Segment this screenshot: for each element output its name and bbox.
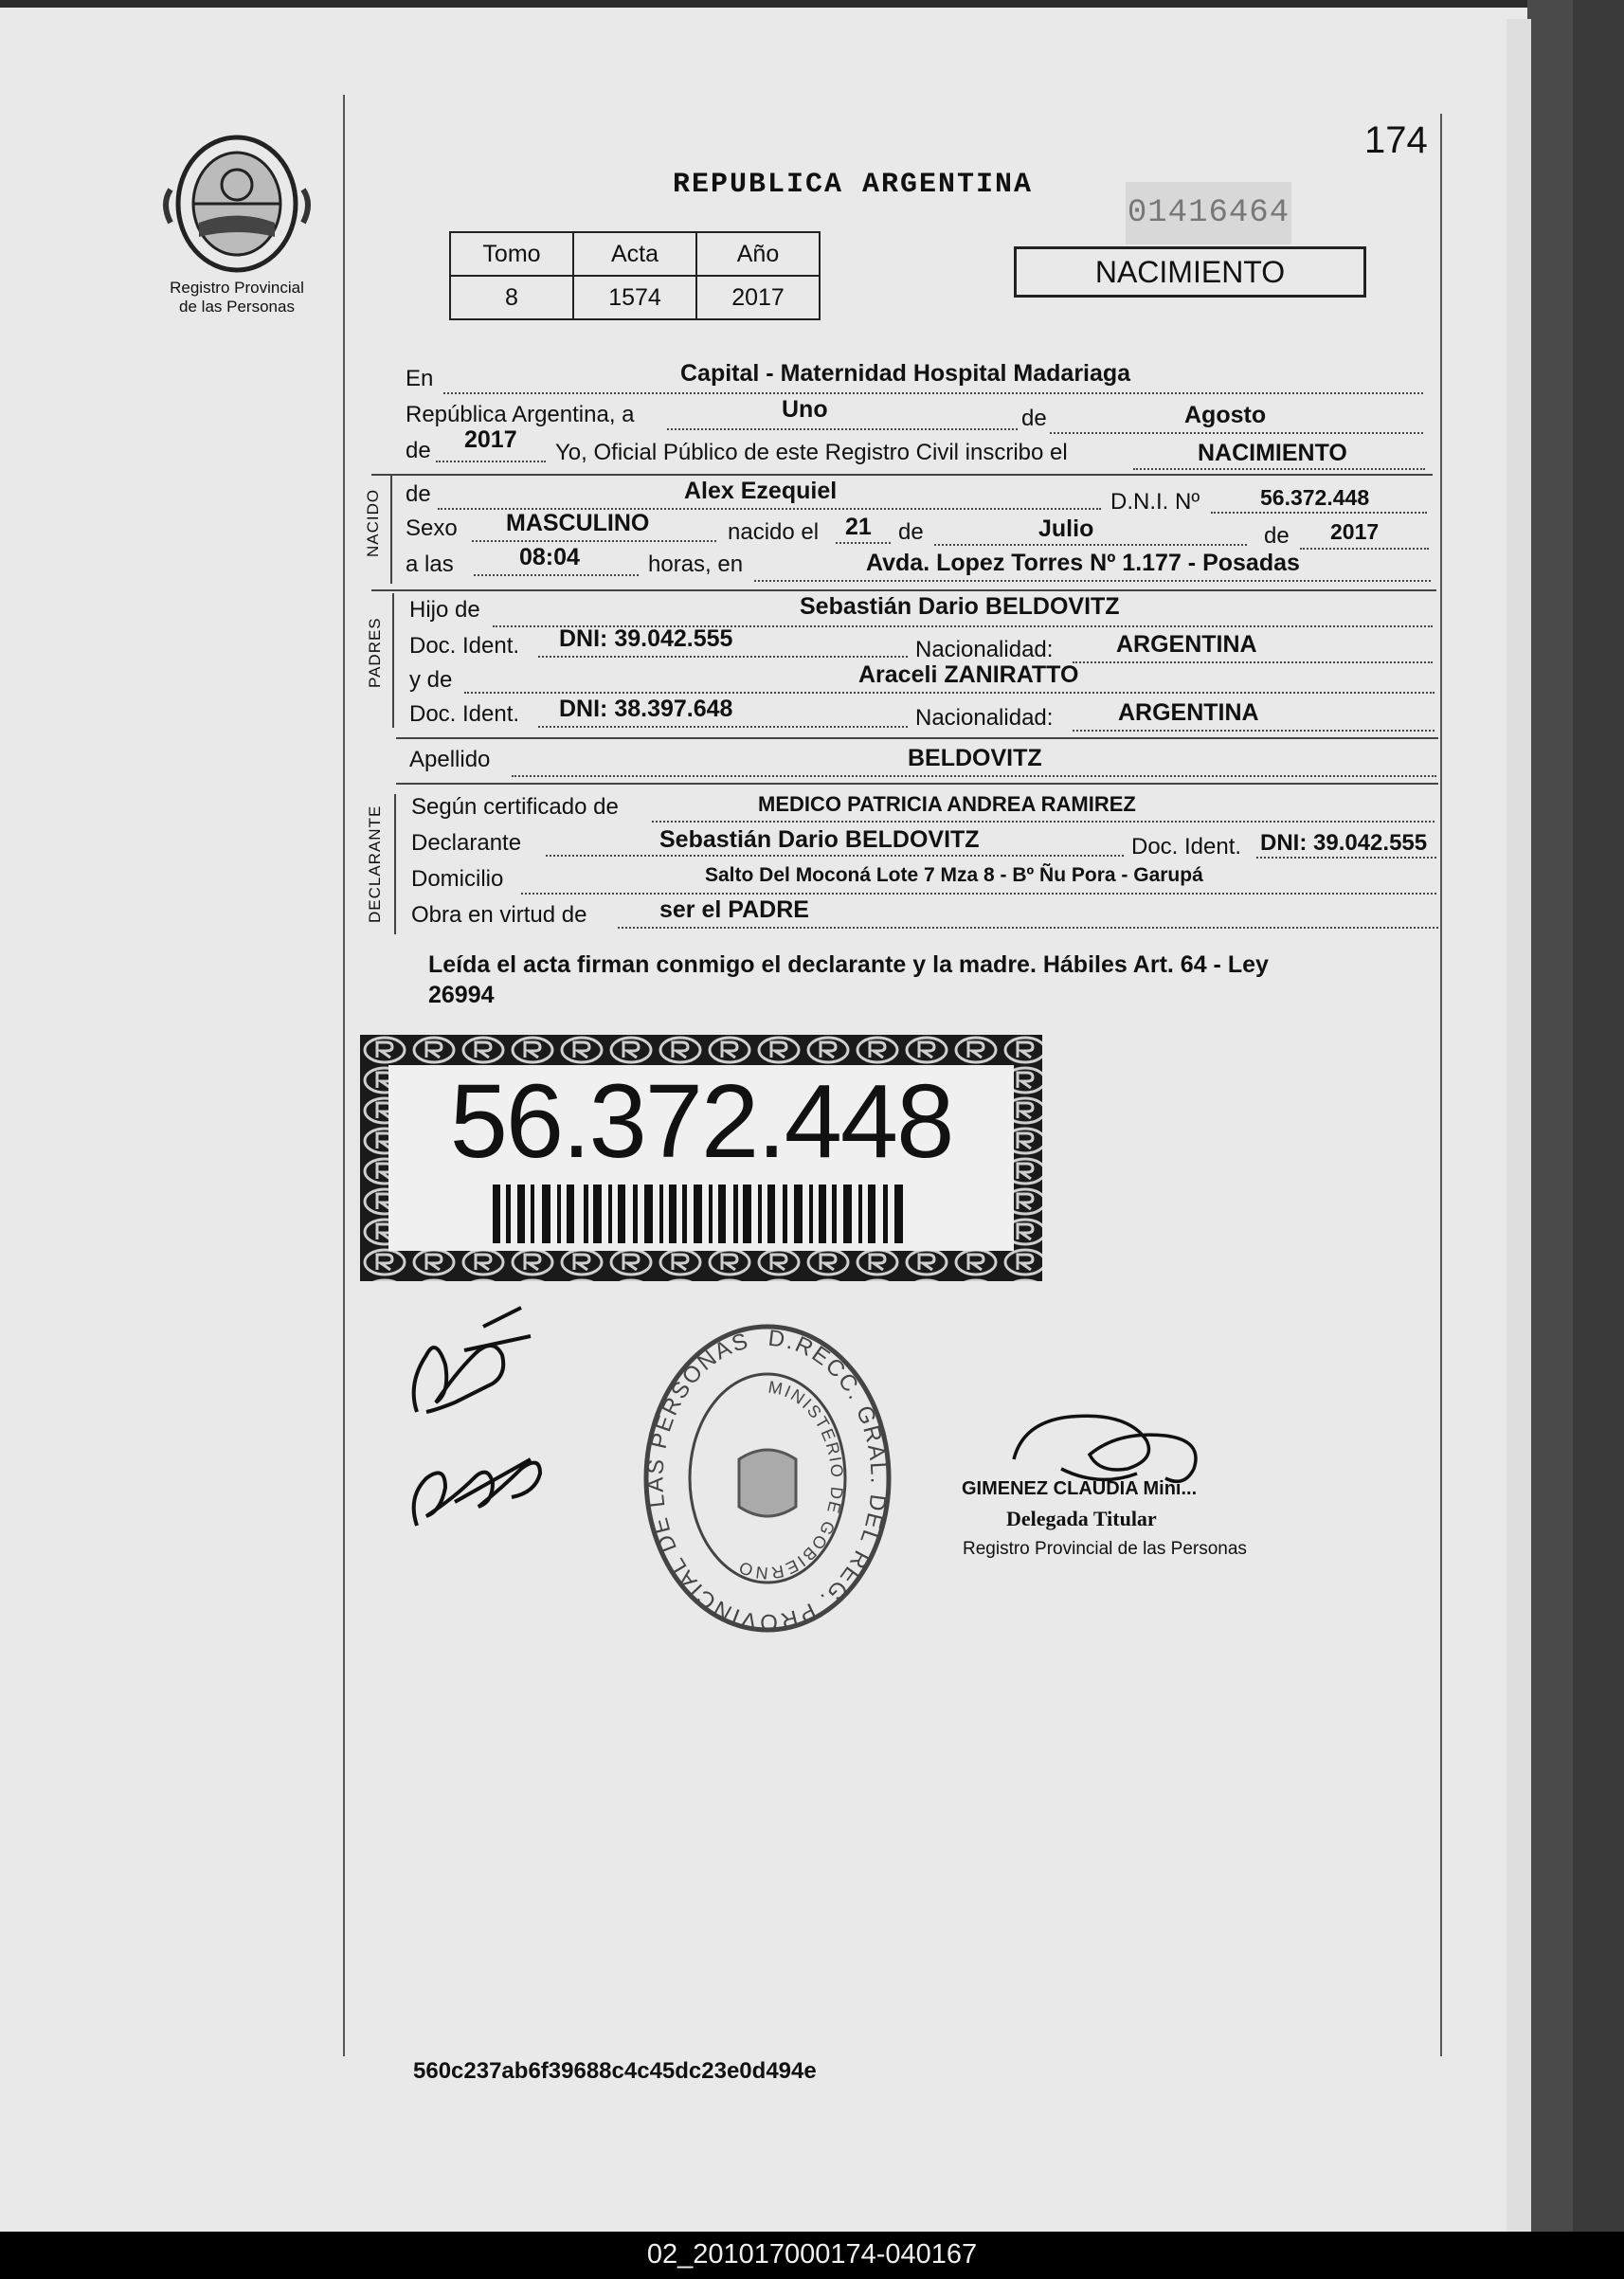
table-header-acta: Acta bbox=[573, 232, 696, 276]
value-dni: 56.372.448 bbox=[1260, 485, 1370, 510]
value-place: Capital - Maternidad Hospital Madariaga bbox=[680, 360, 1131, 387]
label-yo-oficial: Yo, Oficial Público de este Registro Civil inscribo el bbox=[555, 440, 1068, 465]
dotline bbox=[667, 428, 1018, 430]
separator bbox=[371, 589, 1436, 591]
dotline bbox=[1256, 857, 1436, 859]
closing-line2: 26994 bbox=[428, 982, 495, 1008]
seal-inner-text: MINISTERIO DE GOBIERNO bbox=[734, 1377, 847, 1583]
sticker-label bbox=[388, 1065, 1014, 1251]
document-hash: 560c237ab6f39688c4c45dc23e0d494e bbox=[413, 2058, 817, 2084]
label-de-2: de bbox=[406, 438, 431, 463]
scan-filename-footer: 02_201017000174-040167 bbox=[0, 2232, 1624, 2279]
dotline bbox=[1300, 548, 1429, 550]
value-sex: MASCULINO bbox=[506, 510, 650, 536]
value-inscribe: NACIMIENTO bbox=[1198, 440, 1347, 466]
dotline bbox=[538, 656, 908, 658]
label-de-month: de bbox=[898, 519, 924, 545]
seal-outer-text: D.RECC. GRAL. DEL REG. PROVINCIAL DE LAS PERSONAS bbox=[642, 1325, 892, 1636]
table-header-tomo: Tomo bbox=[450, 232, 573, 276]
registry-caption-line1: Registro Provincial bbox=[170, 279, 304, 297]
section-bar-padres bbox=[392, 593, 394, 728]
dotline bbox=[836, 542, 891, 544]
dni-barcode-sticker bbox=[360, 1035, 1042, 1281]
section-label-declarante: DECLARANTE bbox=[366, 805, 384, 923]
table-header-year: Año bbox=[696, 232, 820, 276]
label-domicilio: Domicilio bbox=[411, 866, 504, 892]
value-mother-nat: ARGENTINA bbox=[1118, 699, 1259, 726]
label-a-las: a las bbox=[406, 552, 454, 577]
province-shield-logo bbox=[161, 133, 313, 275]
dotline bbox=[1133, 468, 1425, 470]
value-birth-year: 2017 bbox=[1330, 519, 1380, 544]
label-republica: República Argentina, a bbox=[406, 402, 635, 427]
label-declarante: Declarante bbox=[411, 830, 522, 856]
scan-edge-right bbox=[1527, 0, 1573, 2232]
value-name: Alex Ezequiel bbox=[684, 478, 838, 504]
value-month-word: Agosto bbox=[1184, 402, 1267, 428]
label-sexo: Sexo bbox=[406, 515, 458, 541]
dotline bbox=[652, 821, 1435, 823]
value-declarant: Sebastián Dario BELDOVITZ bbox=[659, 826, 980, 853]
table-value-acta: 1574 bbox=[573, 276, 696, 319]
dotline bbox=[1050, 432, 1423, 434]
officer-name: GIMENEZ CLAUDIA Mini... bbox=[962, 1478, 1198, 1499]
officer-title: Delegada Titular bbox=[1006, 1507, 1157, 1530]
label-en: En bbox=[406, 366, 434, 391]
value-birth-day: 21 bbox=[845, 514, 872, 540]
barcode bbox=[493, 1185, 910, 1243]
dotline bbox=[472, 540, 716, 542]
page-edge bbox=[1507, 19, 1531, 2232]
dotline bbox=[1073, 730, 1435, 732]
value-father: Sebastián Dario BELDOVITZ bbox=[800, 593, 1120, 620]
tomo-acta-year-table bbox=[449, 231, 821, 320]
official-seal bbox=[625, 1308, 910, 1649]
value-year: 2017 bbox=[464, 426, 517, 453]
table-value-tomo: 8 bbox=[450, 276, 573, 319]
separator bbox=[396, 737, 1438, 739]
value-capacity: ser el PADRE bbox=[659, 896, 809, 923]
label-doc-ident-father: Doc. Ident. bbox=[409, 633, 520, 659]
dotline bbox=[754, 580, 1431, 582]
left-margin-line bbox=[343, 95, 345, 2056]
value-birth-month: Julio bbox=[1038, 515, 1094, 542]
label-nacionalidad-mother: Nacionalidad: bbox=[915, 705, 1054, 731]
section-label-padres: PADRES bbox=[366, 617, 384, 688]
label-doc-ident-declarant: Doc. Ident. bbox=[1131, 834, 1242, 859]
dotline bbox=[443, 392, 1423, 394]
label-nacido-el: nacido el bbox=[728, 519, 820, 545]
value-father-doc: DNI: 39.042.555 bbox=[559, 625, 733, 652]
value-certificate: MEDICO PATRICIA ANDREA RAMIREZ bbox=[758, 792, 1136, 816]
value-time: 08:04 bbox=[519, 544, 580, 570]
value-birth-place: Avda. Lopez Torres Nº 1.177 - Posadas bbox=[866, 550, 1300, 576]
dotline bbox=[464, 692, 1435, 694]
registry-caption-line2: de las Personas bbox=[179, 298, 295, 316]
value-mother-doc: DNI: 38.397.648 bbox=[559, 696, 733, 722]
section-bar-nacido bbox=[390, 474, 392, 584]
page-number: 174 bbox=[1364, 119, 1428, 161]
label-apellido: Apellido bbox=[409, 747, 491, 772]
label-dni-no: D.N.I. Nº bbox=[1110, 489, 1200, 515]
serial-stamp: 01416464 bbox=[1126, 182, 1291, 244]
dotline bbox=[546, 855, 1124, 857]
section-bar-declarante bbox=[394, 794, 396, 934]
label-obra-virtud: Obra en virtud de bbox=[411, 902, 587, 928]
scan-edge-top bbox=[0, 0, 1573, 8]
dotline bbox=[436, 461, 546, 462]
label-de-name: de bbox=[406, 481, 431, 507]
value-mother: Araceli ZANIRATTO bbox=[858, 661, 1079, 688]
value-father-nat: ARGENTINA bbox=[1116, 631, 1257, 658]
value-declarant-doc: DNI: 39.042.555 bbox=[1260, 830, 1428, 856]
value-day-word: Uno bbox=[782, 396, 828, 423]
value-address: Salto Del Moconá Lote 7 Mza 8 - Bº Ñu Pora - Garupá bbox=[705, 864, 1203, 886]
value-surname: BELDOVITZ bbox=[908, 745, 1042, 771]
separator bbox=[396, 783, 1438, 785]
dotline bbox=[538, 726, 908, 728]
country-title: REPUBLICA ARGENTINA bbox=[673, 169, 1034, 201]
table-value-year: 2017 bbox=[696, 276, 820, 319]
dotline bbox=[1211, 512, 1427, 514]
dotline bbox=[474, 574, 639, 576]
label-de-year: de bbox=[1264, 523, 1290, 549]
label-doc-ident-mother: Doc. Ident. bbox=[409, 701, 520, 727]
closing-line1: Leída el acta firman conmigo el declarante y la madre. Hábiles Art. 64 - Ley bbox=[428, 951, 1269, 978]
separator bbox=[371, 474, 1433, 476]
dotline bbox=[934, 544, 1247, 546]
label-y-de: y de bbox=[409, 667, 453, 693]
dotline bbox=[1073, 661, 1433, 663]
right-margin-line bbox=[1440, 114, 1442, 2056]
dotline bbox=[521, 893, 1436, 895]
dotline bbox=[618, 927, 1438, 929]
sticker-dni-number: 56.372.448 bbox=[449, 1063, 953, 1180]
section-label-nacido: NACIDO bbox=[364, 488, 382, 557]
label-nacionalidad-father: Nacionalidad: bbox=[915, 637, 1054, 662]
dotline bbox=[512, 775, 1436, 777]
declarant-signatures bbox=[398, 1298, 559, 1535]
label-horas-en: horas, en bbox=[648, 552, 744, 577]
label-de: de bbox=[1021, 406, 1047, 431]
label-segun-cert: Según certificado de bbox=[411, 794, 619, 820]
act-type-box: NACIMIENTO bbox=[1014, 246, 1366, 298]
closing-statement bbox=[428, 950, 1423, 1010]
officer-registry: Registro Provincial de las Personas bbox=[963, 1539, 1247, 1559]
label-hijo-de: Hijo de bbox=[409, 597, 480, 623]
registry-caption bbox=[142, 279, 332, 317]
